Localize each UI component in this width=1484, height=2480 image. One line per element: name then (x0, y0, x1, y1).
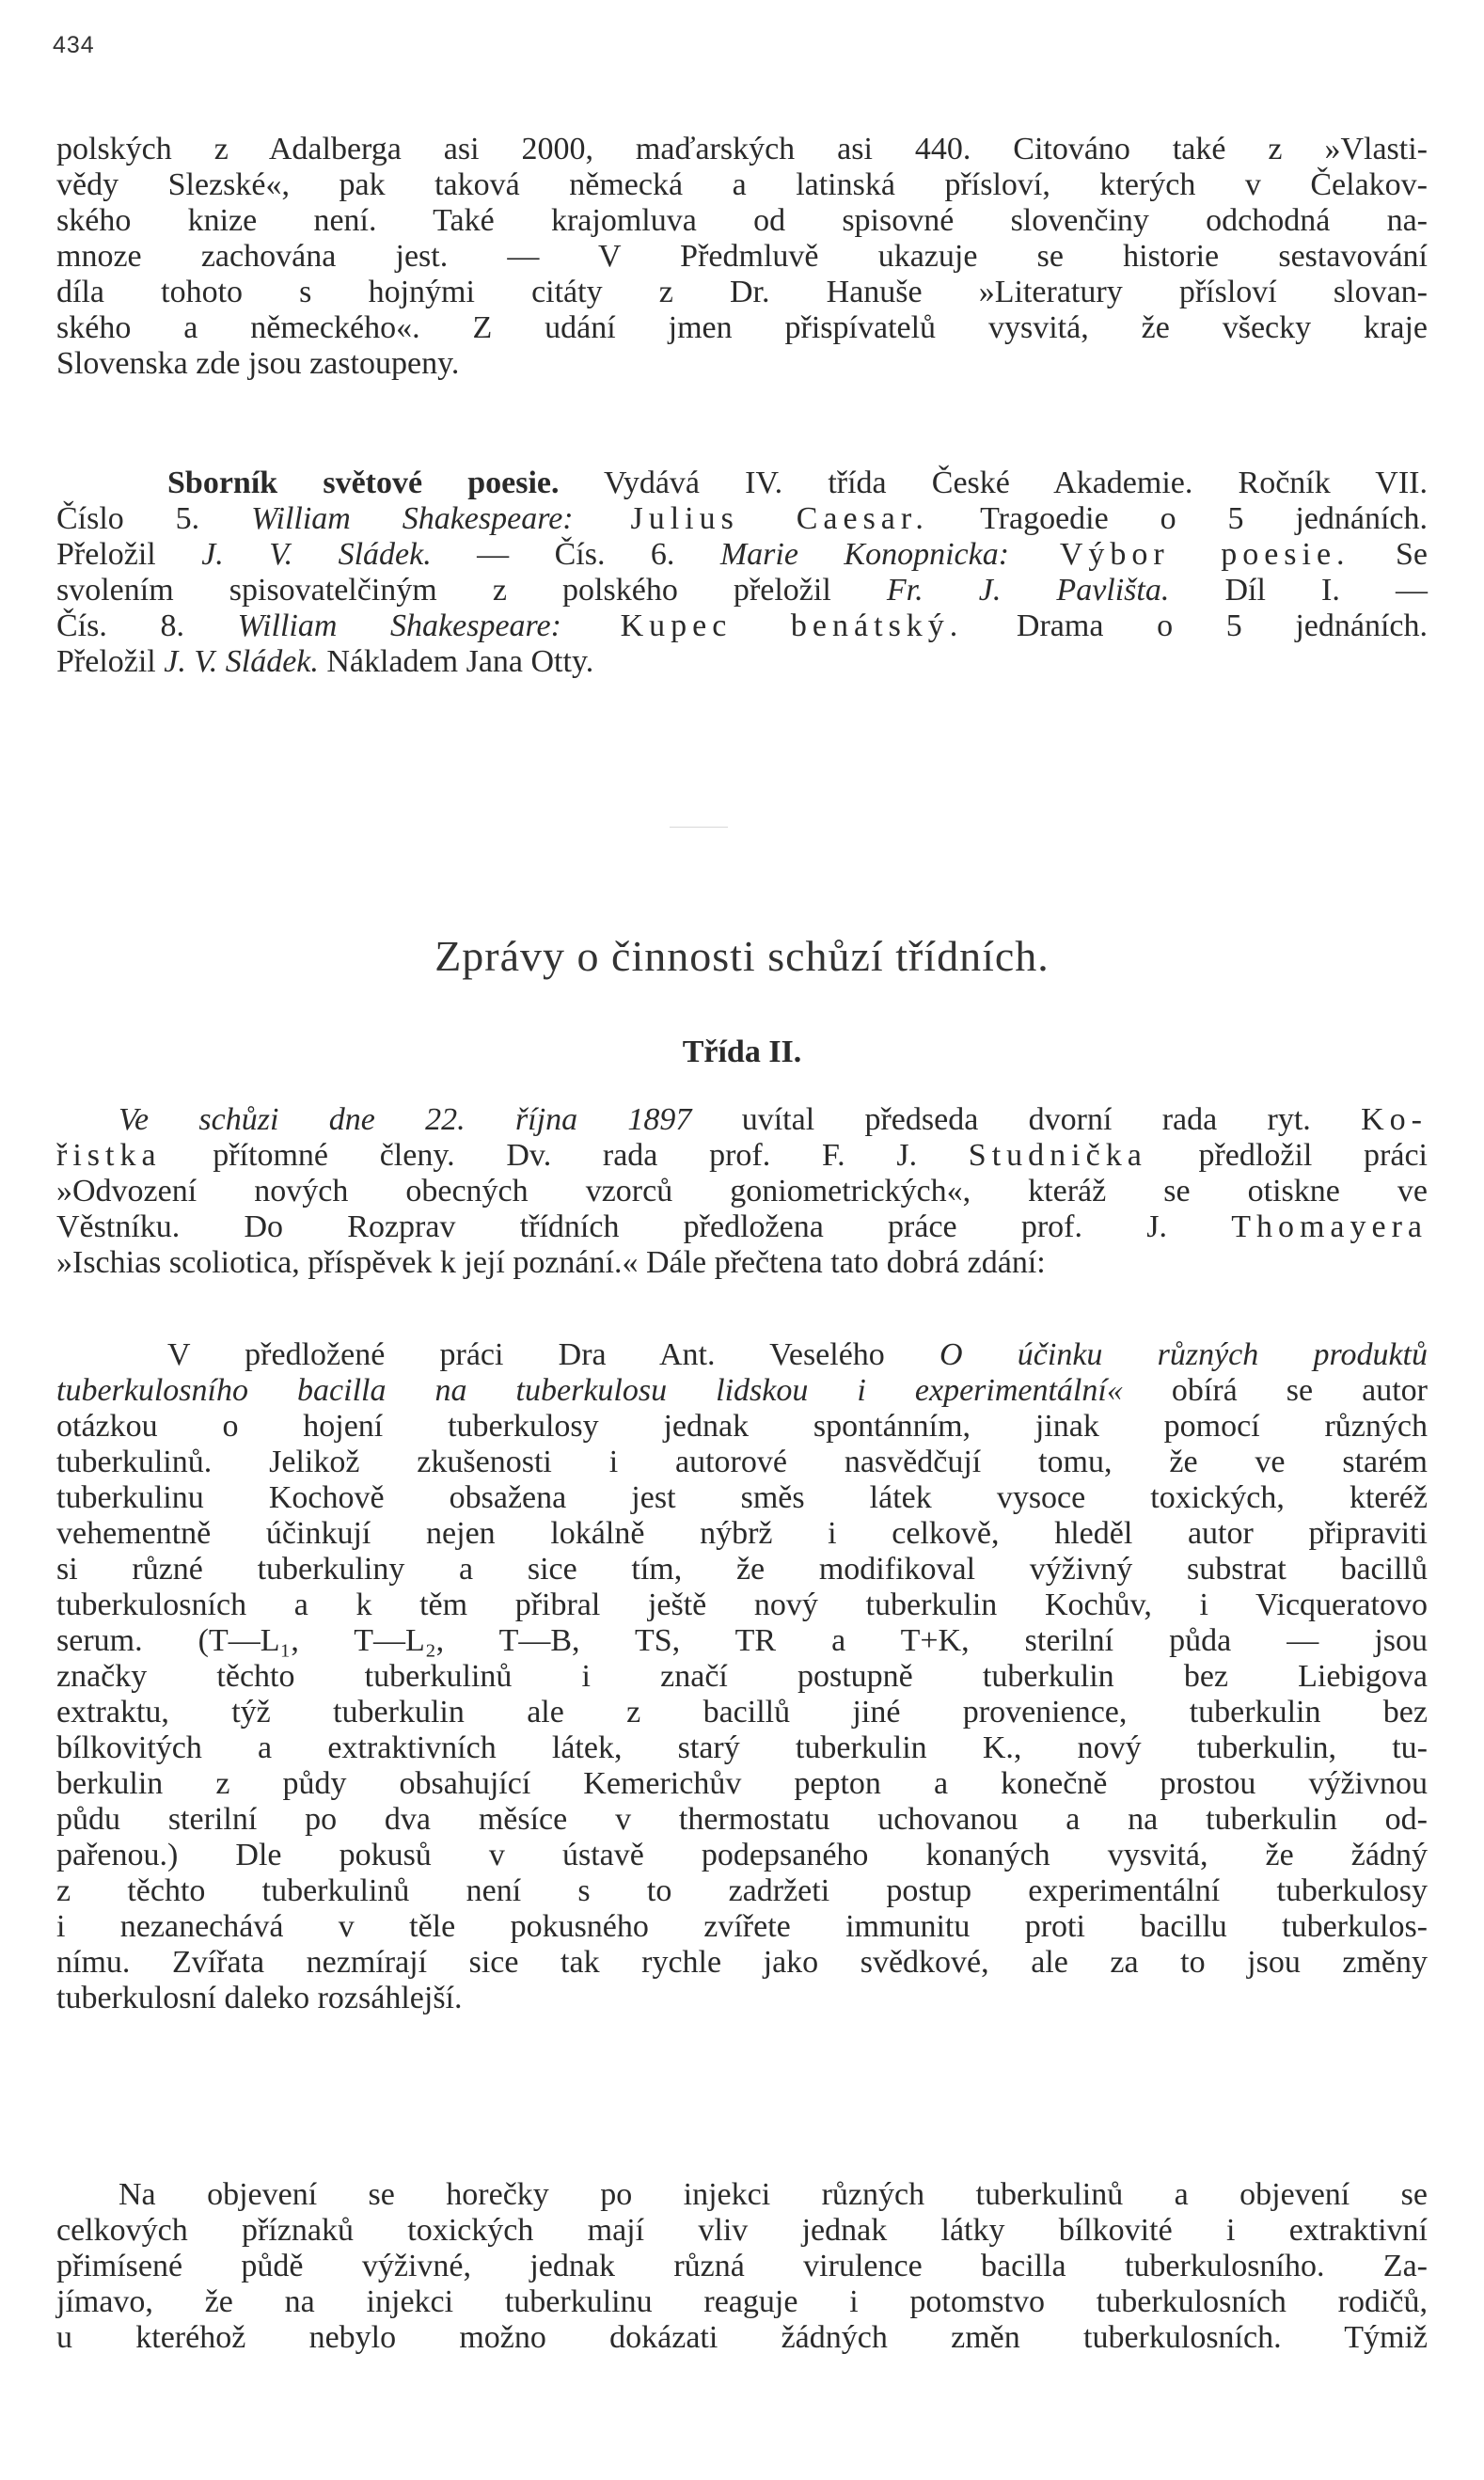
author-name: William Shakespeare: (251, 501, 574, 536)
report-text: obírá se autor (1122, 1373, 1429, 1408)
series-title: Sborník světové poesie. (167, 466, 560, 500)
meeting-paragraph (56, 1102, 1428, 1281)
paper-title: tuberkulosního bacilla na tuberkulosu lidskou i experimentální« (56, 1373, 1123, 1408)
report-line (56, 1373, 1428, 1409)
author-name: Marie Konopnicka: (719, 537, 1010, 572)
report-line: tuberkulinů. Jelikož zkušenosti i autorové nasvědčují tomu, že ve starém (56, 1445, 1428, 1479)
person-name: Thomayera (1231, 1209, 1428, 1244)
entry-line (56, 466, 1428, 501)
report-line: otázkou o hojení tuberkulosy jednak spontánním, jinak pomocí různých (56, 1409, 1428, 1444)
entry-line (56, 573, 1428, 608)
paper-title: O účinku různých produktů (939, 1337, 1428, 1372)
work-title: Kupec benátský. (560, 608, 964, 643)
entry-text: Drama o 5 jednáních. (963, 608, 1428, 643)
report-line: berkulin z půdy obsahující Kemerichův pepton a konečně prostou výživnou (56, 1766, 1428, 1801)
translator-name: J. V. Sládek. (164, 644, 319, 679)
report-line: i nezanechává v těle pokusného zvířete immunitu proti bacillu tuberkulos- (56, 1909, 1428, 1944)
entry-line (56, 644, 1428, 680)
person-name: Studnička (968, 1138, 1147, 1173)
meeting-line (56, 1209, 1428, 1245)
text-line: mnoze zachována jest. — V Předmluvě ukazuje se historie sestavování (56, 239, 1428, 274)
bibliographic-entry (56, 466, 1428, 680)
entry-text: Čís. 8. (56, 608, 238, 643)
report-line: pařenou.) Dle pokusů v ústavě podepsaného konaných vysvitá, že žádný (56, 1838, 1428, 1872)
continuation-paragraph (56, 132, 1428, 382)
translator-name: Fr. J. Pavlišta. (886, 573, 1170, 608)
report-line: serum. (T—L₁, T—L₂, T—B, TS, TR a T+K, sterilní půda — jsou (56, 1623, 1428, 1658)
entry-line (56, 501, 1428, 537)
report-line: značky těchto tuberkulinů i značí postupně tuberkulin bez Liebigova (56, 1659, 1428, 1694)
report-line: bílkovitých a extraktivních látek, starý tuberkulin K., nový tuberkulin, tu- (56, 1730, 1428, 1765)
meeting-text: Věstníku. Do Rozprav třídních předložena práce prof. J. (56, 1209, 1232, 1244)
entry-text: Se (1350, 537, 1429, 572)
entry-text: svolením spisovatelčiným z polského přeložil (56, 573, 887, 608)
report-line: si různé tuberkuliny a sice tím, že modifikoval výživný substrat bacillů (56, 1552, 1428, 1587)
text-line: jímavo, že na injekci tuberkulinu reaguje i potomstvo tuberkulosních rodičů, (56, 2284, 1428, 2319)
entry-text: Nákladem Jana Otty. (318, 644, 594, 679)
text-line: celkových příznaků toxických mají vliv jednak látky bílkovité i extraktivní (56, 2213, 1428, 2248)
report-line: tuberkulosních a k těm přibral ještě nový tuberkulin Kochův, i Vicqueratovo (56, 1588, 1428, 1622)
meeting-line (56, 1102, 1428, 1138)
meeting-line: »Ischias scoliotica, příspěvek k její poznání.« Dále přečtena tato dobrá zdání: (56, 1245, 1046, 1280)
meeting-text: přítomné členy. Dv. rada prof. F. J. (161, 1138, 969, 1173)
report-line: nímu. Zvířata nezmírají sice tak rychle jako svědkové, ale za to jsou změny (56, 1945, 1428, 1980)
report-paragraph (56, 1337, 1428, 2016)
entry-text: Díl I. — (1169, 573, 1428, 608)
entry-text: — Čís. 6. (431, 537, 720, 572)
report-line: tuberkulinu Kochově obsažena jest směs látek vysoce toxických, kteréž (56, 1480, 1428, 1515)
text-line: ského a německého«. Z udání jmen přispívatelů vysvitá, že všecky kraje (56, 310, 1428, 345)
text-line: Na objevení se horečky po injekci různých tuberkulinů a objevení se (118, 2177, 1428, 2212)
text-line: Slovenska zde jsou zastoupeny. (56, 346, 460, 381)
entry-text: Vydává IV. třída České Akademie. Ročník VII. (559, 466, 1428, 500)
report-line: půdu sterilní po dva měsíce v thermostatu uchovanou a na tuberkulin od- (56, 1802, 1428, 1837)
text-line: přimísené půdě výživné, jednak různá virulence bacilla tuberkulosního. Za- (56, 2249, 1428, 2283)
meeting-line (56, 1138, 1428, 1174)
report-line: extraktu, týž tuberkulin ale z bacillů jiné provenience, tuberkulin bez (56, 1695, 1428, 1730)
entry-text: Číslo 5. (56, 501, 252, 536)
text-line: vědy Slezské«, pak taková německá a latinská přísloví, kterých v Čelakov- (56, 167, 1428, 202)
work-title: Julius Caesar. (573, 501, 929, 536)
section-title: Zprávy o činnosti schůzí třídních. (434, 932, 1050, 980)
report-line (56, 1337, 1428, 1373)
text-line: u kteréhož nebylo možno dokázati žádných změn tuberkulosních. Týmiž (56, 2320, 1428, 2355)
text-line: polských z Adalberga asi 2000, maďarských asi 440. Citováno také z »Vlasti- (56, 132, 1428, 166)
report-text: V předložené práci Dra Ant. Veselého (167, 1337, 940, 1372)
meeting-text: uvítal předseda dvorní rada ryt. (691, 1102, 1362, 1137)
entry-line (56, 537, 1428, 573)
page-number: 434 (53, 32, 95, 58)
person-name: řistka (56, 1138, 162, 1173)
report-line: z těchto tuberkulinů není s to zadržeti postup experimentální tuberkulosy (56, 1873, 1428, 1908)
entry-text: Tragoedie o 5 jednáních. (928, 501, 1429, 536)
meeting-line: »Odvození nových obecných vzorců goniometrických«, kteráž se otiskne ve (56, 1174, 1428, 1208)
entry-text: Přeložil (56, 644, 165, 679)
person-name: Ko- (1361, 1102, 1429, 1137)
report-line: tuberkulosní daleko rozsáhlejší. (56, 1981, 463, 2015)
author-name: William Shakespeare: (237, 608, 561, 643)
meeting-date: Ve schůzi dne 22. října 1897 (118, 1102, 692, 1137)
class-title: Třída II. (682, 1035, 802, 1069)
work-title: Výbor poesie. (1009, 537, 1350, 572)
translator-name: J. V. Sládek. (201, 537, 432, 572)
report-line: vehementně účinkují nejen lokálně nýbrž i celkově, hleděl autor připraviti (56, 1516, 1428, 1551)
entry-line (56, 608, 1428, 644)
meeting-text: předložil práci (1146, 1138, 1428, 1173)
section-divider (670, 827, 728, 828)
text-line: ského knize není. Také krajomluva od spisovné slovenčiny odchodná na- (56, 203, 1428, 238)
entry-text: Přeložil (56, 537, 202, 572)
final-paragraph (56, 2177, 1428, 2356)
text-line: díla tohoto s hojnými citáty z Dr. Hanuše »Literatury přísloví slovan- (56, 275, 1428, 309)
